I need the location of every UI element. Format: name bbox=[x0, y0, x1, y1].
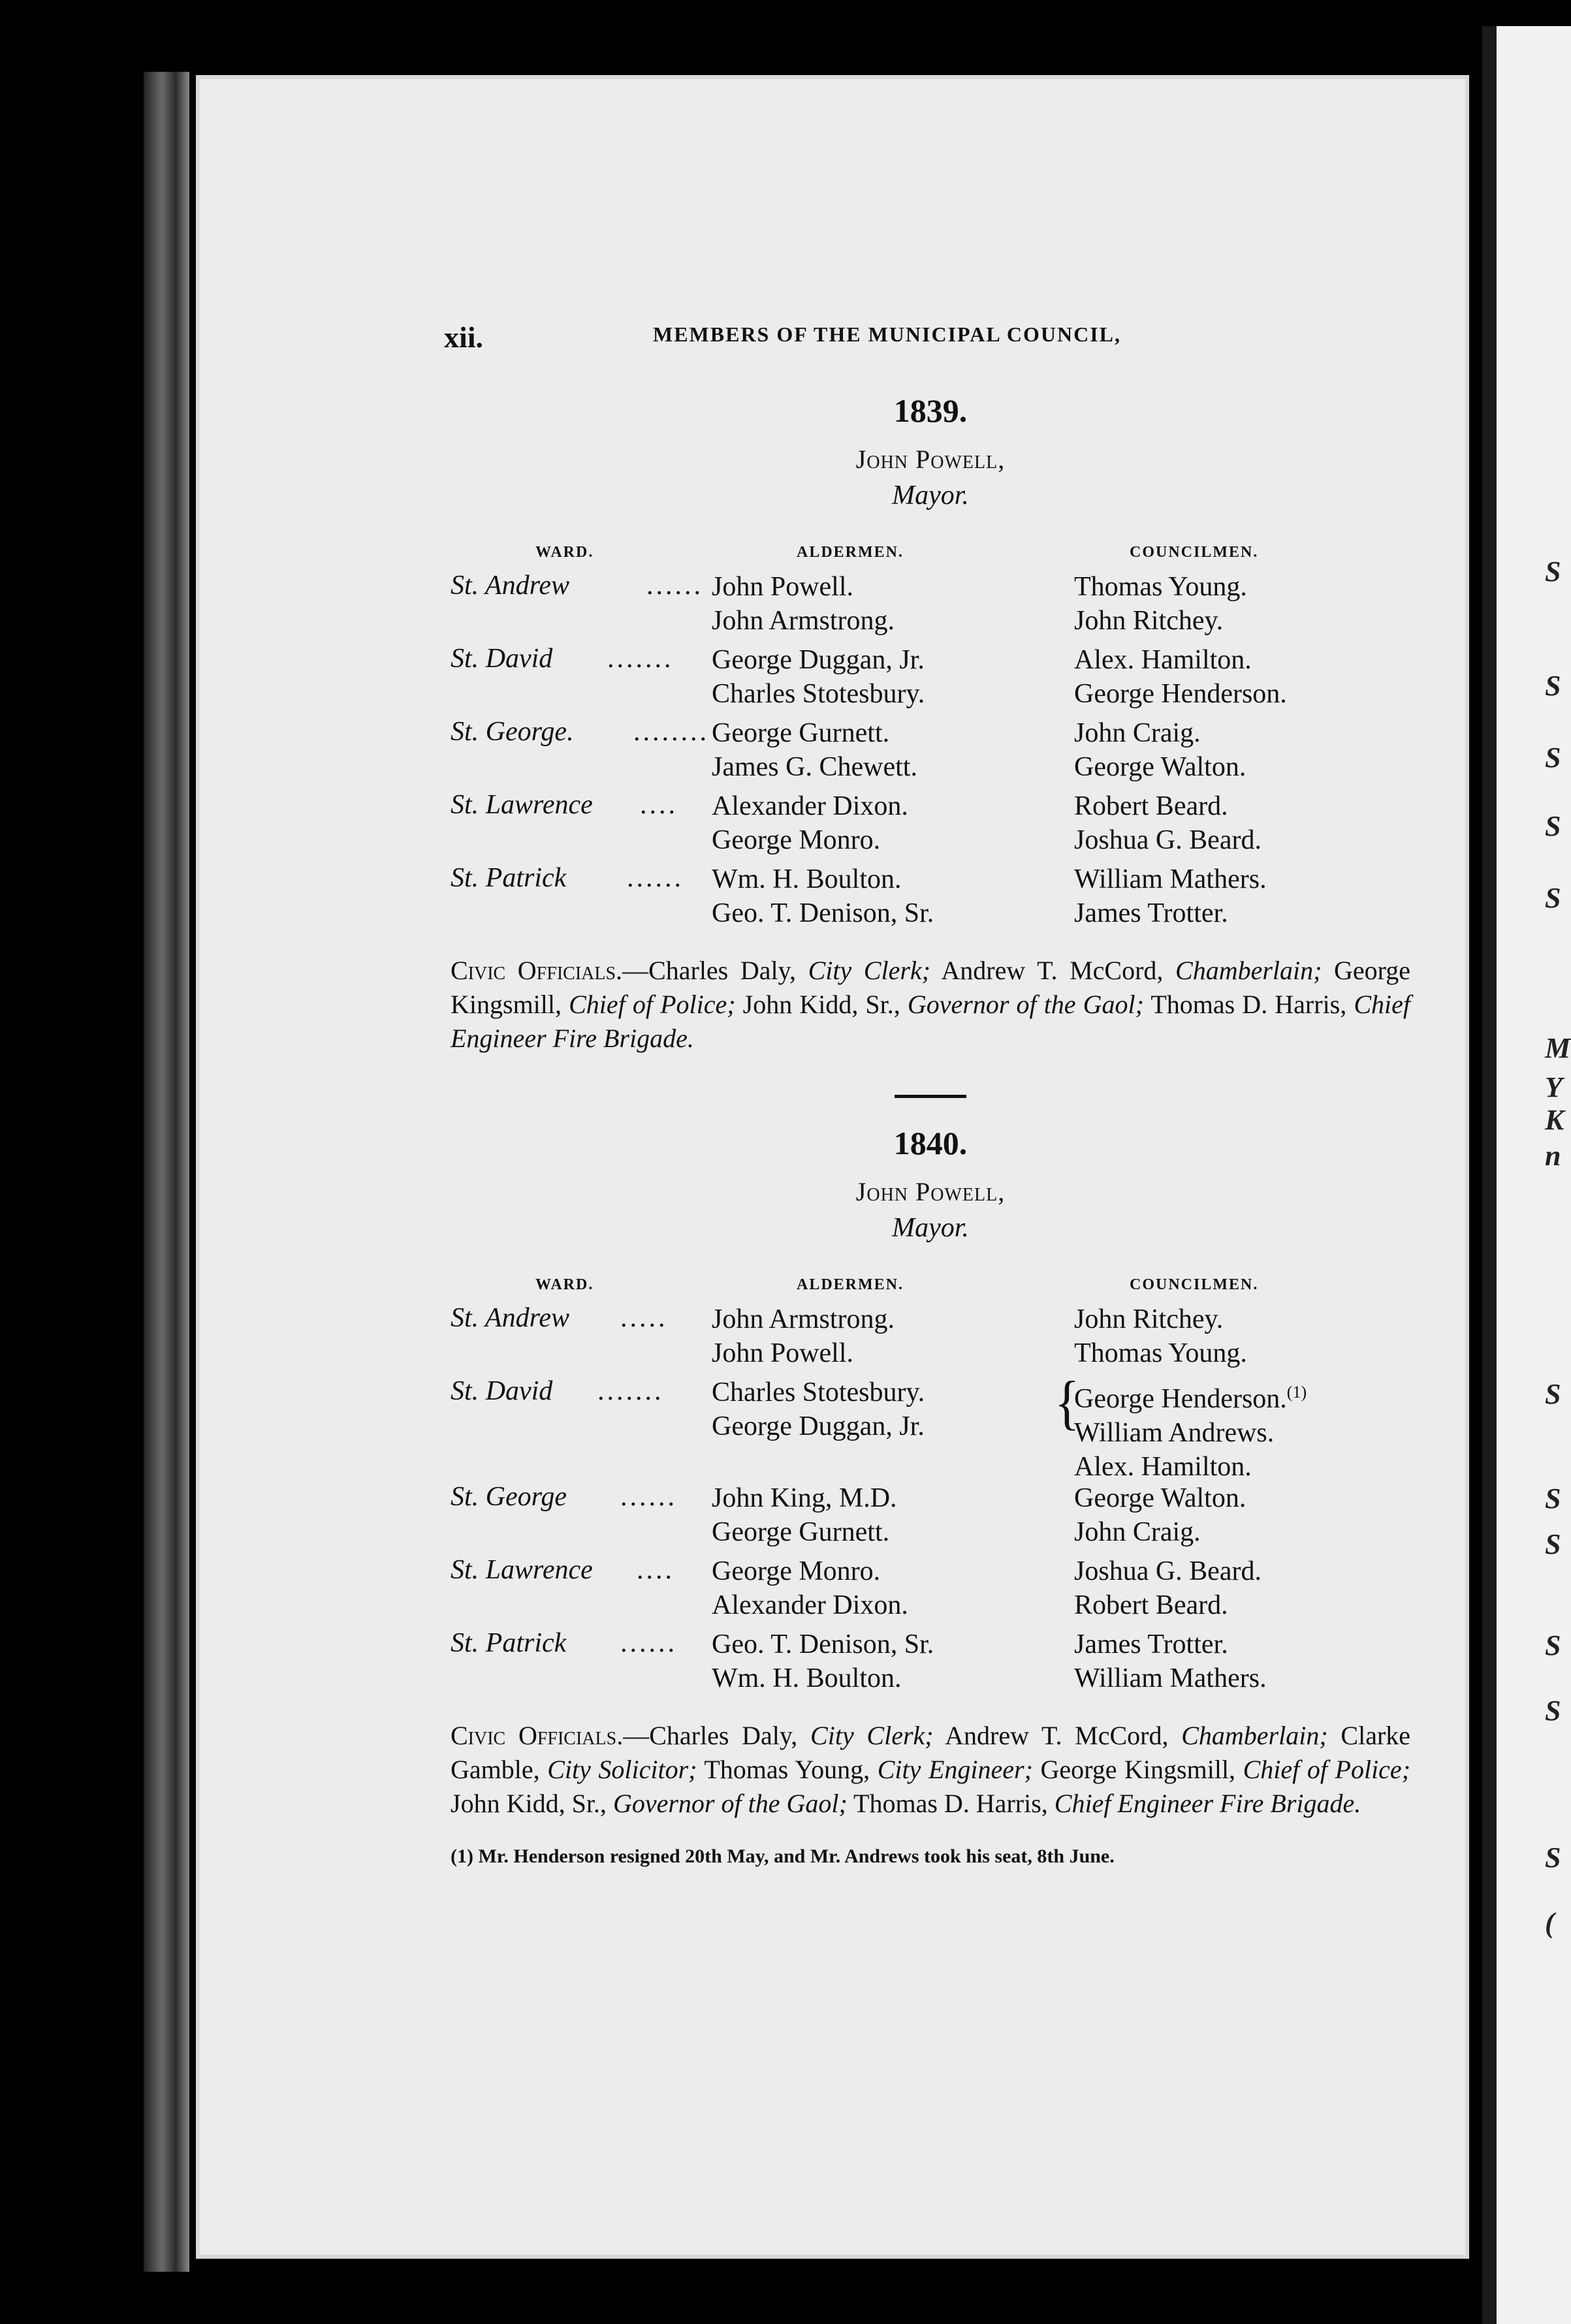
aldermen-list bbox=[712, 1554, 908, 1622]
councilman-name: Robert Beard. bbox=[1074, 1590, 1228, 1620]
official-name: Thomas Young, bbox=[697, 1755, 878, 1784]
alderman-name: George Gurnett. bbox=[712, 1517, 890, 1547]
ward-name: St. Andrew bbox=[451, 1303, 570, 1333]
page-number: xii. bbox=[444, 321, 484, 354]
alderman-name: John King, M.D. bbox=[712, 1483, 897, 1513]
aldermen-column-header: ALDERMEN. bbox=[797, 1276, 904, 1293]
aldermen-list bbox=[712, 643, 925, 711]
councilmen-column-header: COUNCILMEN. bbox=[1130, 544, 1259, 561]
official-name: John Kidd, Sr., bbox=[451, 1789, 613, 1818]
official-title: City Clerk; bbox=[808, 956, 930, 985]
councilman-name: William Andrews. bbox=[1074, 1418, 1275, 1448]
councilman-name: George Walton. bbox=[1074, 1483, 1246, 1513]
ward-row bbox=[451, 1302, 1410, 1375]
official-title: Chief of Police; bbox=[1243, 1755, 1411, 1784]
ward-row bbox=[451, 1481, 1410, 1554]
facing-page-letter: S bbox=[1545, 742, 1561, 774]
ward-row bbox=[451, 862, 1410, 935]
civic-officials bbox=[451, 1719, 1410, 1821]
councilmen-list bbox=[1074, 1481, 1246, 1549]
ward-column-header: WARD. bbox=[535, 1276, 594, 1293]
councilmen-list bbox=[1074, 643, 1287, 711]
aldermen-list bbox=[712, 789, 908, 857]
ward-row bbox=[451, 789, 1410, 862]
facing-page-letter: S bbox=[1545, 1842, 1561, 1874]
ward-name: St. David bbox=[451, 1376, 553, 1406]
councilman-name: Robert Beard. bbox=[1074, 791, 1228, 821]
official-name: Charles Daly, bbox=[648, 956, 808, 985]
alderman-name: Geo. T. Denison, Sr. bbox=[712, 1629, 934, 1659]
official-title: Chief Engineer Fire Brigade. bbox=[1054, 1789, 1361, 1818]
mayor-title: Mayor. bbox=[892, 480, 969, 510]
official-title: City Clerk; bbox=[810, 1721, 934, 1750]
ward-name: St. Patrick bbox=[451, 1628, 567, 1658]
official-name: Clarke Gamble, bbox=[451, 1721, 1411, 1784]
ward-name: St. George bbox=[451, 1482, 567, 1512]
councilmen-list bbox=[1074, 789, 1262, 857]
facing-page-letter: ( bbox=[1545, 1907, 1555, 1939]
leader-dots: ........ bbox=[633, 717, 709, 747]
councilman-name: George Henderson. bbox=[1074, 679, 1287, 709]
leader-dots: .... bbox=[640, 790, 678, 820]
civic-officials bbox=[451, 954, 1410, 1056]
councilmen-list bbox=[1074, 1302, 1247, 1370]
section-divider bbox=[895, 1095, 966, 1098]
footnote-marker: (1) bbox=[1286, 1383, 1307, 1402]
official-name: George Kingsmill, bbox=[1032, 1755, 1243, 1784]
official-title: Chamberlain; bbox=[1175, 956, 1322, 985]
facing-page-letter: S bbox=[1545, 556, 1561, 588]
leader-dots: ....... bbox=[597, 1376, 664, 1406]
aldermen-list bbox=[712, 862, 934, 930]
alderman-name: George Duggan, Jr. bbox=[712, 1411, 925, 1441]
official-name: George Kingsmill, bbox=[451, 956, 1411, 1019]
civic-officials-label: Civic Officials.— bbox=[451, 1721, 650, 1750]
aldermen-column-header: ALDERMEN. bbox=[797, 544, 904, 561]
official-name: John Kidd, Sr., bbox=[735, 990, 908, 1019]
facing-page-letter: S bbox=[1545, 810, 1561, 842]
alderman-name: Charles Stotesbury. bbox=[712, 1377, 925, 1407]
ward-row bbox=[451, 1627, 1410, 1701]
alderman-name: George Monro. bbox=[712, 825, 881, 855]
facing-page-letter: S bbox=[1545, 1483, 1561, 1515]
official-title: Governor of the Gaol; bbox=[612, 1789, 848, 1818]
leader-dots: ...... bbox=[627, 863, 684, 893]
running-head bbox=[444, 313, 1410, 366]
alderman-name: George Duggan, Jr. bbox=[712, 645, 925, 675]
facing-page-letter: S bbox=[1545, 1629, 1561, 1661]
facing-page-letter: S bbox=[1545, 1528, 1561, 1560]
year-heading: 1840. bbox=[893, 1125, 968, 1161]
page-content bbox=[444, 313, 1411, 1868]
aldermen-list bbox=[712, 570, 895, 638]
ward-name: St. Lawrence bbox=[451, 1555, 593, 1585]
alderman-name: John Powell. bbox=[712, 1338, 854, 1368]
councilmen-column-header: COUNCILMEN. bbox=[1130, 1276, 1259, 1293]
councilman-name: Alex. Hamilton. bbox=[1074, 1452, 1252, 1482]
facing-page-letter: M bbox=[1545, 1032, 1571, 1064]
ward-column-header: WARD. bbox=[535, 544, 594, 561]
councilmen-list bbox=[1074, 1375, 1307, 1484]
alderman-name: Wm. H. Boulton. bbox=[712, 1663, 902, 1693]
councilmen-list bbox=[1074, 1627, 1267, 1695]
councilman-name: Joshua G. Beard. bbox=[1074, 1556, 1262, 1586]
brace-symbol: { bbox=[1055, 1370, 1080, 1436]
councilman-name: John Craig. bbox=[1074, 718, 1201, 748]
councilman-name: James Trotter. bbox=[1074, 1629, 1228, 1659]
facing-page-letter: S bbox=[1545, 1378, 1561, 1410]
ward-row bbox=[451, 1554, 1410, 1627]
ward-row bbox=[451, 570, 1410, 643]
facing-page-letter: S bbox=[1545, 882, 1561, 914]
councilman-name: William Mathers. bbox=[1074, 864, 1267, 894]
councilman-name: John Ritchey. bbox=[1074, 606, 1224, 636]
ward-name: St. David bbox=[451, 644, 553, 674]
leader-dots: ...... bbox=[646, 571, 703, 601]
ward-name: St. Patrick bbox=[451, 863, 567, 893]
councilman-name: Joshua G. Beard. bbox=[1074, 825, 1262, 855]
facing-page-letter: K bbox=[1545, 1104, 1564, 1136]
official-title: City Solicitor; bbox=[547, 1755, 697, 1784]
councilman-name: John Ritchey. bbox=[1074, 1304, 1224, 1334]
official-title: Chief Engineer Fire Brigade. bbox=[451, 990, 1411, 1053]
official-title: City Engineer; bbox=[877, 1755, 1033, 1784]
alderman-name: Alexander Dixon. bbox=[712, 1590, 908, 1620]
councilman-name: Thomas Young. bbox=[1074, 1338, 1247, 1368]
councilmen-list bbox=[1074, 570, 1247, 638]
councilmen-list bbox=[1074, 862, 1267, 930]
footnote: (1) Mr. Henderson resigned 20th May, and Mr. Andrews took his seat, 8th June. bbox=[451, 1845, 1115, 1867]
council-sections bbox=[451, 392, 1410, 1868]
facing-page-letter: n bbox=[1545, 1140, 1561, 1172]
page-title: MEMBERS OF THE MUNICIPAL COUNCIL, bbox=[653, 322, 1122, 346]
page-gutter-shadow bbox=[1482, 26, 1497, 2324]
councilmen-list bbox=[1074, 1554, 1262, 1622]
councilmen-list bbox=[1074, 716, 1246, 784]
official-title: Chamberlain; bbox=[1181, 1721, 1328, 1750]
year-section bbox=[451, 1124, 1410, 1868]
alderman-name: John Powell. bbox=[712, 572, 854, 602]
aldermen-list bbox=[712, 1375, 925, 1443]
official-name: Andrew T. McCord, bbox=[930, 956, 1176, 985]
leader-dots: ....... bbox=[607, 644, 674, 674]
councilman-name: Alex. Hamilton. bbox=[1074, 645, 1252, 675]
mayor-title: Mayor. bbox=[892, 1213, 969, 1243]
facing-page-letter: S bbox=[1545, 670, 1561, 702]
year-section bbox=[451, 392, 1410, 1098]
leader-dots: ...... bbox=[620, 1482, 677, 1512]
facing-page-edge bbox=[1482, 26, 1571, 2324]
aldermen-list bbox=[712, 1481, 897, 1549]
alderman-name: Alexander Dixon. bbox=[712, 791, 908, 821]
year-heading: 1839. bbox=[893, 392, 968, 429]
councilman-name: William Mathers. bbox=[1074, 1663, 1267, 1693]
alderman-name: George Monro. bbox=[712, 1556, 881, 1586]
official-title: Governor of the Gaol; bbox=[907, 990, 1144, 1019]
councilman-name: John Craig. bbox=[1074, 1517, 1201, 1547]
alderman-name: Geo. T. Denison, Sr. bbox=[712, 898, 934, 928]
ward-name: St. Andrew bbox=[451, 571, 570, 601]
councilman-name: Thomas Young. bbox=[1074, 572, 1247, 602]
official-title: Chief of Police; bbox=[569, 990, 736, 1019]
ward-name: St. George. bbox=[451, 717, 574, 747]
leader-dots: .... bbox=[637, 1555, 674, 1585]
alderman-name: John Armstrong. bbox=[712, 606, 895, 636]
official-name: Andrew T. McCord, bbox=[933, 1721, 1182, 1750]
alderman-name: Wm. H. Boulton. bbox=[712, 864, 902, 894]
ward-row bbox=[451, 1370, 1410, 1482]
councilman-name: George Henderson.$^{(1)}$ bbox=[1074, 1383, 1307, 1414]
facing-page-letter: S bbox=[1545, 1695, 1561, 1727]
alderman-name: John Armstrong. bbox=[712, 1304, 895, 1334]
official-name: Charles Daly, bbox=[649, 1721, 811, 1750]
alderman-name: George Gurnett. bbox=[712, 718, 890, 748]
column-headers bbox=[451, 1263, 1410, 1302]
leader-dots: ..... bbox=[620, 1303, 668, 1333]
alderman-name: James G. Chewett. bbox=[712, 752, 917, 782]
ward-row bbox=[451, 643, 1410, 716]
column-headers bbox=[451, 531, 1410, 570]
aldermen-list bbox=[712, 1627, 934, 1695]
facing-page-letter: Y bbox=[1545, 1071, 1563, 1103]
councilman-name: James Trotter. bbox=[1074, 898, 1228, 928]
mayor-name: John Powell, bbox=[855, 1177, 1006, 1206]
official-name: Thomas D. Harris, bbox=[847, 1789, 1055, 1818]
official-name: Thomas D. Harris, bbox=[1143, 990, 1354, 1019]
mayor-name: John Powell, bbox=[855, 445, 1006, 474]
civic-officials-label: Civic Officials.— bbox=[451, 956, 649, 985]
ward-name: St. Lawrence bbox=[451, 790, 593, 820]
councilman-name: George Walton. bbox=[1074, 752, 1246, 782]
leader-dots: ...... bbox=[620, 1628, 677, 1658]
aldermen-list bbox=[712, 1302, 895, 1370]
book-spine bbox=[144, 72, 189, 2272]
alderman-name: Charles Stotesbury. bbox=[712, 679, 925, 709]
ward-row bbox=[451, 716, 1410, 789]
aldermen-list bbox=[712, 716, 917, 784]
